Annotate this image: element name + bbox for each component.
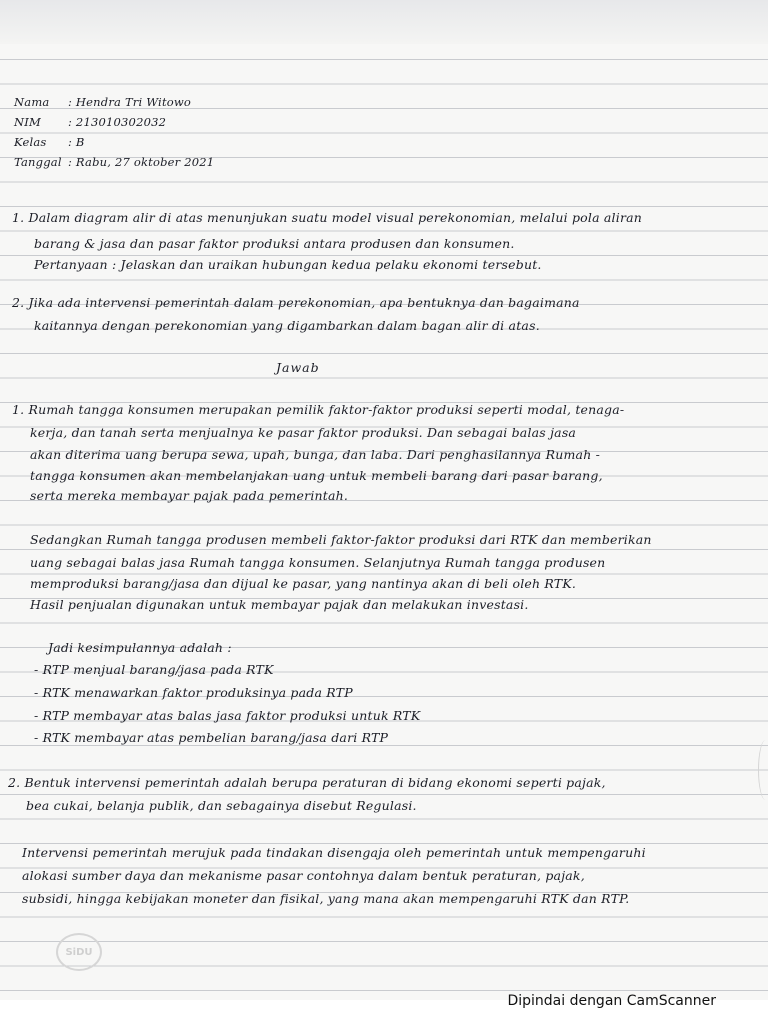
answer-1-paragraph-2-line: memproduksi barang/jasa dan dijual ke pasar, yang nantinya akan di beli oleh RTK.	[30, 576, 577, 591]
answer-1-paragraph-2-line: Hasil penjualan digunakan untuk membayar pajak dan melakukan investasi.	[30, 597, 529, 612]
name-label: Nama	[14, 95, 50, 109]
nim-label: NIM	[14, 115, 41, 129]
nim-row	[14, 115, 166, 129]
date-value: : Rabu, 27 oktober 2021	[68, 155, 215, 169]
answer-2-paragraph-2-line: subsidi, hingga kebijakan moneter dan fisikal, yang mana akan mempengaruhi RTK dan RTP.	[22, 891, 630, 906]
answer-1-line: akan diterima uang berupa sewa, upah, bunga, dan laba. Dari penghasilannya Rumah -	[30, 447, 601, 462]
answer-2-paragraph-2-line: Intervensi pemerintah merujuk pada tindakan disengaja oleh pemerintah untuk mempengaruhi	[22, 845, 646, 860]
conclusion-item: - RTP membayar atas balas jasa faktor produksi untuk RTK	[34, 708, 421, 723]
date-label: Tanggal	[14, 155, 62, 169]
question-1-line: Pertanyaan : Jelaskan dan uraikan hubungan kedua pelaku ekonomi tersebut.	[34, 257, 542, 272]
nim-value: : 213010302032	[68, 115, 167, 129]
conclusion-intro: Jadi kesimpulannya adalah :	[48, 640, 232, 655]
question-2-line: 2. Jika ada intervensi pemerintah dalam perekonomian, apa bentuknya dan bagaimana	[12, 295, 580, 310]
name-value: : Hendra Tri Witowo	[68, 95, 192, 109]
conclusion-item: - RTP menjual barang/jasa pada RTK	[34, 662, 274, 677]
class-label: Kelas	[14, 135, 47, 149]
question-2-line: kaitannya dengan perekonomian yang digambarkan dalam bagan alir di atas.	[34, 318, 540, 333]
answer-1-paragraph-2-line: uang sebagai balas jasa Rumah tangga konsumen. Selanjutnya Rumah tangga produsen	[30, 555, 606, 570]
answer-2-line: bea cukai, belanja publik, dan sebagainya disebut Regulasi.	[26, 798, 417, 813]
date-row	[14, 155, 214, 169]
answer-1-paragraph-2-line: Sedangkan Rumah tangga produsen membeli faktor-faktor produksi dari RTK dan memberikan	[30, 532, 652, 547]
answer-1-line: serta mereka membayar pajak pada pemerintah.	[30, 488, 349, 503]
camscanner-watermark: Dipindai dengan CamScanner	[507, 993, 716, 1009]
answer-1-line: 1. Rumah tangga konsumen merupakan pemilik faktor-faktor produksi seperti modal, tenaga-	[12, 402, 625, 417]
paper-brand-stamp: SiDU	[56, 933, 102, 971]
class-row	[14, 135, 85, 149]
question-1-line: 1. Dalam diagram alir di atas menunjukan suatu model visual perekonomian, melalui pola aliran	[12, 210, 643, 225]
answer-1-line: kerja, dan tanah serta menjualnya ke pasar faktor produksi. Dan sebagai balas jasa	[30, 425, 577, 440]
answer-1-line: tangga konsumen akan membelanjakan uang untuk membeli barang dari pasar barang,	[30, 468, 603, 483]
conclusion-item: - RTK menawarkan faktor produksinya pada RTP	[34, 685, 353, 700]
class-value: : B	[68, 135, 85, 149]
conclusion-item: - RTK membayar atas pembelian barang/jasa dari RTP	[34, 730, 389, 745]
answer-2-line: 2. Bentuk intervensi pemerintah adalah berupa peraturan di bidang ekonomi seperti pajak,	[8, 775, 606, 790]
answer-heading: Jawab	[276, 360, 320, 375]
question-1-line: barang & jasa dan pasar faktor produksi antara produsen dan konsumen.	[34, 236, 515, 251]
name-row	[14, 95, 191, 109]
answer-2-paragraph-2-line: alokasi sumber daya dan mekanisme pasar contohnya dalam bentuk peraturan, pajak,	[22, 868, 585, 883]
